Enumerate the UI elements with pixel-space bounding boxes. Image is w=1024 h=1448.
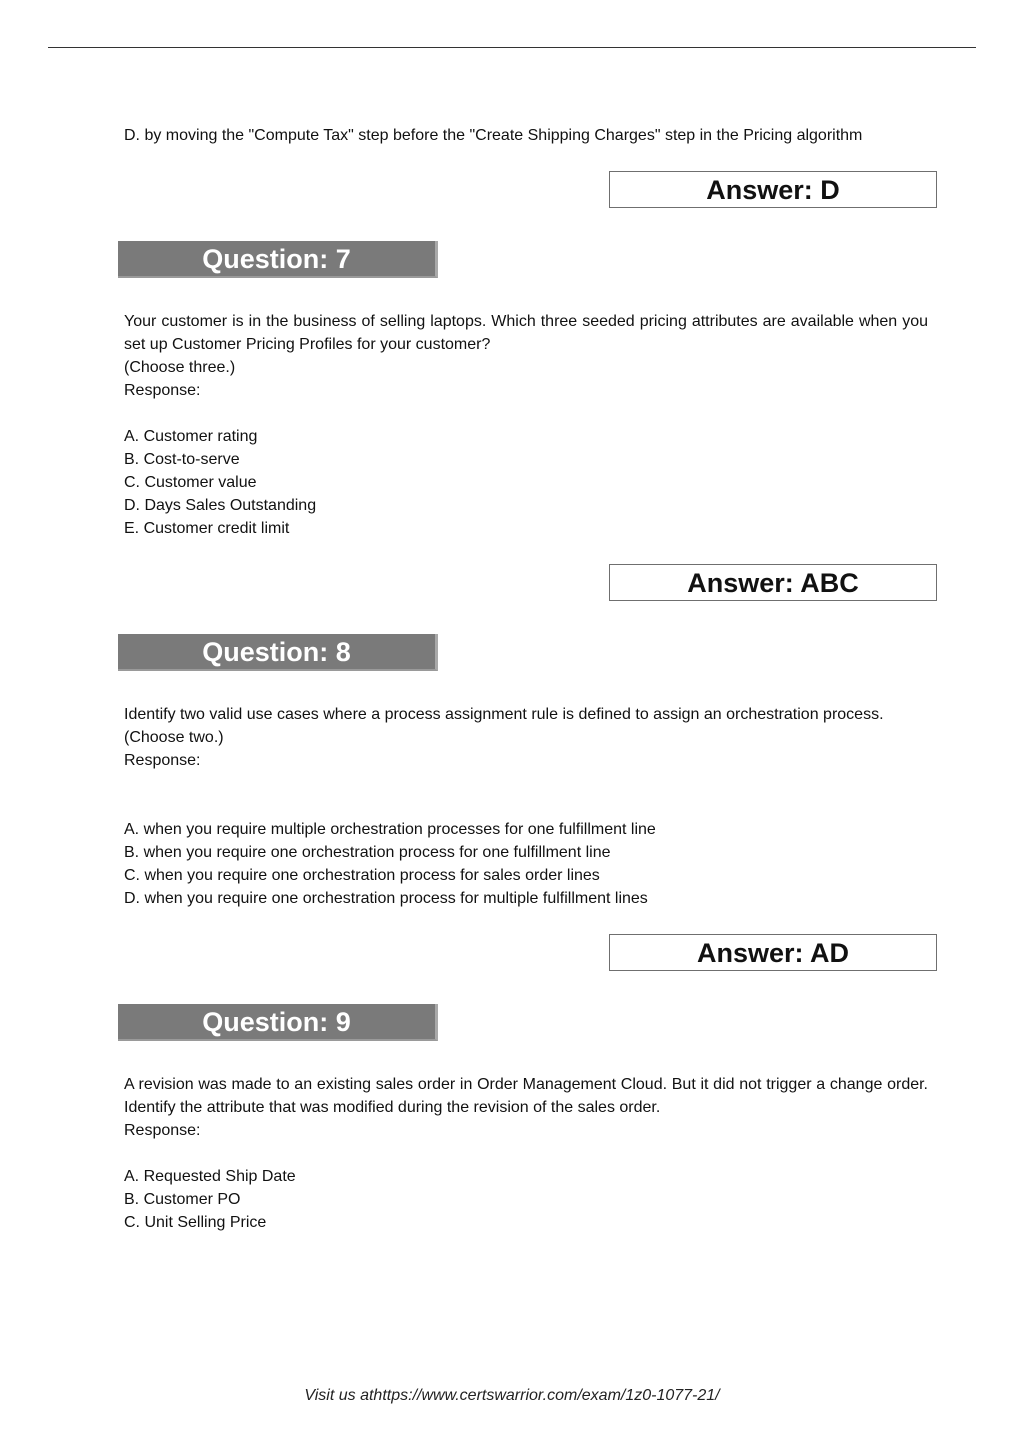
option-item: C. when you require one orchestration process for sales order lines: [124, 867, 600, 884]
question-7-options: [124, 425, 316, 540]
question-8-text: [124, 703, 928, 772]
option-item: C. Customer value: [124, 474, 257, 491]
question-7-text: [124, 310, 928, 402]
question-9-response-label: Response:: [124, 1122, 201, 1139]
option-item: A. when you require multiple orchestration processes for one fulfillment line: [124, 821, 656, 838]
question-7-answer-box: Answer: ABC: [609, 564, 937, 601]
option-item: E. Customer credit limit: [124, 520, 290, 537]
question-7-response-label: Response:: [124, 382, 201, 399]
question-7-banner: Question: 7: [118, 241, 438, 278]
option-item: C. Unit Selling Price: [124, 1214, 267, 1231]
question-8-stem: Identify two valid use cases where a process assignment rule is defined to assign an orchestration process.: [124, 706, 884, 723]
previous-option-d: D. by moving the "Compute Tax" step before the "Create Shipping Charges" step in the Pricing algorithm: [124, 127, 863, 144]
question-9-banner: Question: 9: [118, 1004, 438, 1041]
option-item: B. when you require one orchestration process for one fulfillment line: [124, 844, 611, 861]
question-8-answer-box: Answer: AD: [609, 934, 937, 971]
question-9-stem: A revision was made to an existing sales order in Order Management Cloud. But it did not trigger a change order. Identify the attribute that was modified during the revision of the sales order.: [124, 1076, 928, 1116]
option-item: B. Cost-to-serve: [124, 451, 240, 468]
option-item: A. Customer rating: [124, 428, 258, 445]
question-8-options: [124, 818, 656, 910]
previous-answer-box: Answer: D: [609, 171, 937, 208]
question-7-choose: (Choose three.): [124, 359, 236, 376]
option-item: D. when you require one orchestration process for multiple fulfillment lines: [124, 890, 648, 907]
option-item: A. Requested Ship Date: [124, 1168, 296, 1185]
question-8-banner: Question: 8: [118, 634, 438, 671]
header-rule: [48, 47, 976, 48]
question-7-stem: Your customer is in the business of selling laptops. Which three seeded pricing attributes are available when you set up Customer Pricing Profiles for your customer?: [124, 313, 928, 353]
option-item: B. Customer PO: [124, 1191, 241, 1208]
question-8-choose: (Choose two.): [124, 729, 224, 746]
option-item: D. Days Sales Outstanding: [124, 497, 317, 514]
question-8-response-label: Response:: [124, 752, 201, 769]
footer-visit-link[interactable]: Visit us athttps://www.certswarrior.com/exam/1z0-1077-21/: [304, 1387, 720, 1404]
question-9-text: [124, 1073, 928, 1142]
question-9-options: [124, 1165, 296, 1234]
